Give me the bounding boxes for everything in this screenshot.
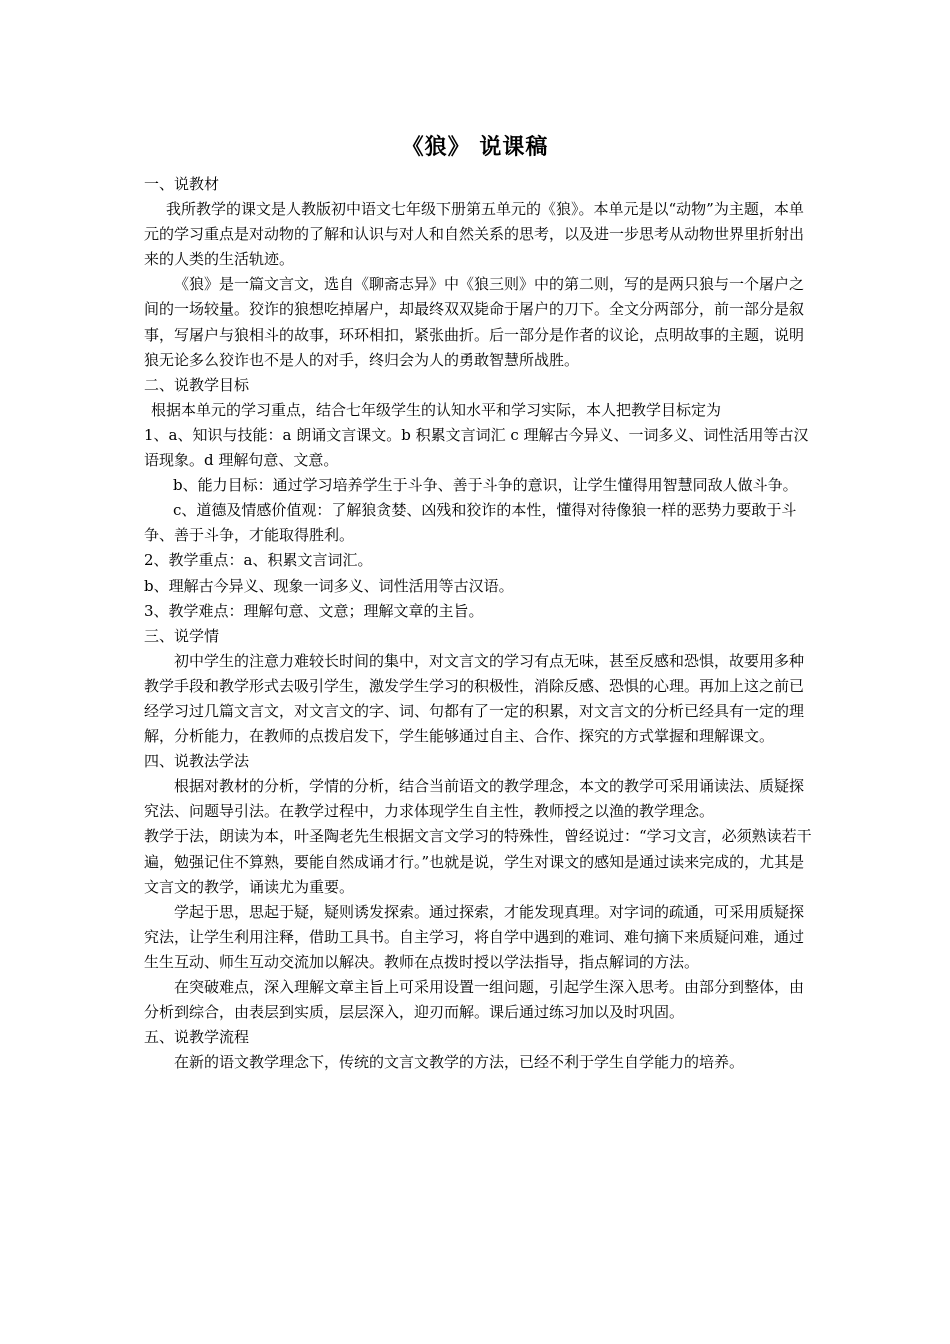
paragraph: 初中学生的注意力难较长时间的集中，对文言文的学习有点无味，甚至反感和恐惧，故要用多种教学手段和教学形式去吸引学生，激发学生学习的积极性，消除反感、恐惧的心理。再加上这之前已经学习过几篇文言文，对文言文的字、词、句都有了一定的积累，对文言文的分析已经具有一定的理解，分析能力，在教师的点拨启发下，学生能够通过自主、合作、探究的方式掌握和理解课文。 xyxy=(144,651,805,746)
list-item: c、道德及情感价值观：了解狼贪婪、凶残和狡诈的本性，懂得对待像狼一样的恶势力要敢于斗争、善于斗争，才能取得胜利。 xyxy=(144,501,797,545)
paragraph: 教学于法，朗读为本，叶圣陶老先生根据文言文学习的特殊性，曾经说过：“学习文言，必须熟读若干遍，勉强记住不算熟，要能自然成诵才行。”也就是说，学生对课文的感知是通过读来完成的，尤其是文言文的教学，诵读尤为重要。 xyxy=(144,827,812,896)
document-title: 《狼》 说课稿 xyxy=(401,135,549,160)
list-item: b、理解古今异义、现象一词多义、词性活用等古汉语。 xyxy=(144,576,514,595)
paragraph: 根据本单元的学习重点，结合七年级学生的认知水平和学习实际，本人把教学目标定为 xyxy=(151,400,722,419)
section-heading: 三、说学情 xyxy=(144,626,220,645)
list-item: 1、a、知识与技能：a 朗诵文言课文。b 积累文言词汇 c 理解古今异义、一词多义、词性活用等古汉语现象。d 理解句意、文意。 xyxy=(144,425,809,470)
section-heading: 五、说教学流程 xyxy=(144,1028,250,1047)
paragraph: 学起于思，思起于疑，疑则诱发探索。通过探索，才能发现真理。对字词的疏通，可采用质疑探究法，让学生利用注释，借助工具书。自主学习，将自学中遇到的难词、难句摘下来质疑问难，通过生生互动、师生互动交流加以解决。教师在点拨时授以学法指导，指点解词的方法。 xyxy=(144,902,805,971)
section-heading: 四、说教法学法 xyxy=(144,752,250,771)
paragraph: 根据对教材的分析，学情的分析，结合当前语文的教学理念，本文的教学可采用诵读法、质疑探究法、问题导引法。在教学过程中，力求体现学生自主性，教师授之以渔的教学理念。 xyxy=(144,777,805,821)
paragraph: 在突破难点，深入理解文章主旨上可采用设置一组问题，引起学生深入思考。由部分到整体，由分析到综合，由表层到实质，层层深入，迎刃而解。课后通过练习加以及时巩固。 xyxy=(144,978,805,1022)
paragraph: 我所教学的课文是人教版初中语文七年级下册第五单元的《狼》。本单元是以“动物”为主题，本单元的学习重点是对动物的了解和认识与对人和自然关系的思考，以及进一步思考从动物世界里折射出来的人类的生活轨迹。 xyxy=(144,200,805,269)
section-heading: 二、说教学目标 xyxy=(144,375,250,394)
list-item: b、能力目标：通过学习培养学生于斗争、善于斗争的意识，让学生懂得用智慧同敌人做斗争。 xyxy=(173,476,798,495)
paragraph: 在新的语文教学理念下，传统的文言文教学的方法，已经不利于学生自学能力的培养。 xyxy=(174,1053,745,1072)
list-item: 2、教学重点：a、积累文言词汇。 xyxy=(144,551,373,570)
document-body xyxy=(144,172,812,1075)
list-item: 3、教学难点：理解句意、文意；理解文章的主旨。 xyxy=(144,601,484,620)
paragraph: 《狼》是一篇文言文，选自《聊斋志异》中《狼三则》中的第二则，写的是两只狼与一个屠户之间的一场较量。狡诈的狼想吃掉屠户，却最终双双毙命于屠户的刀下。全文分两部分，前一部分是叙事，写屠户与狼相斗的故事，环环相扣，紧张曲折。后一部分是作者的议论，点明故事的主题，说明狼无论多么狡诈也不是人的对手，终归会为人的勇敢智慧所战胜。 xyxy=(144,275,805,369)
section-heading: 一、说教材 xyxy=(144,175,220,193)
